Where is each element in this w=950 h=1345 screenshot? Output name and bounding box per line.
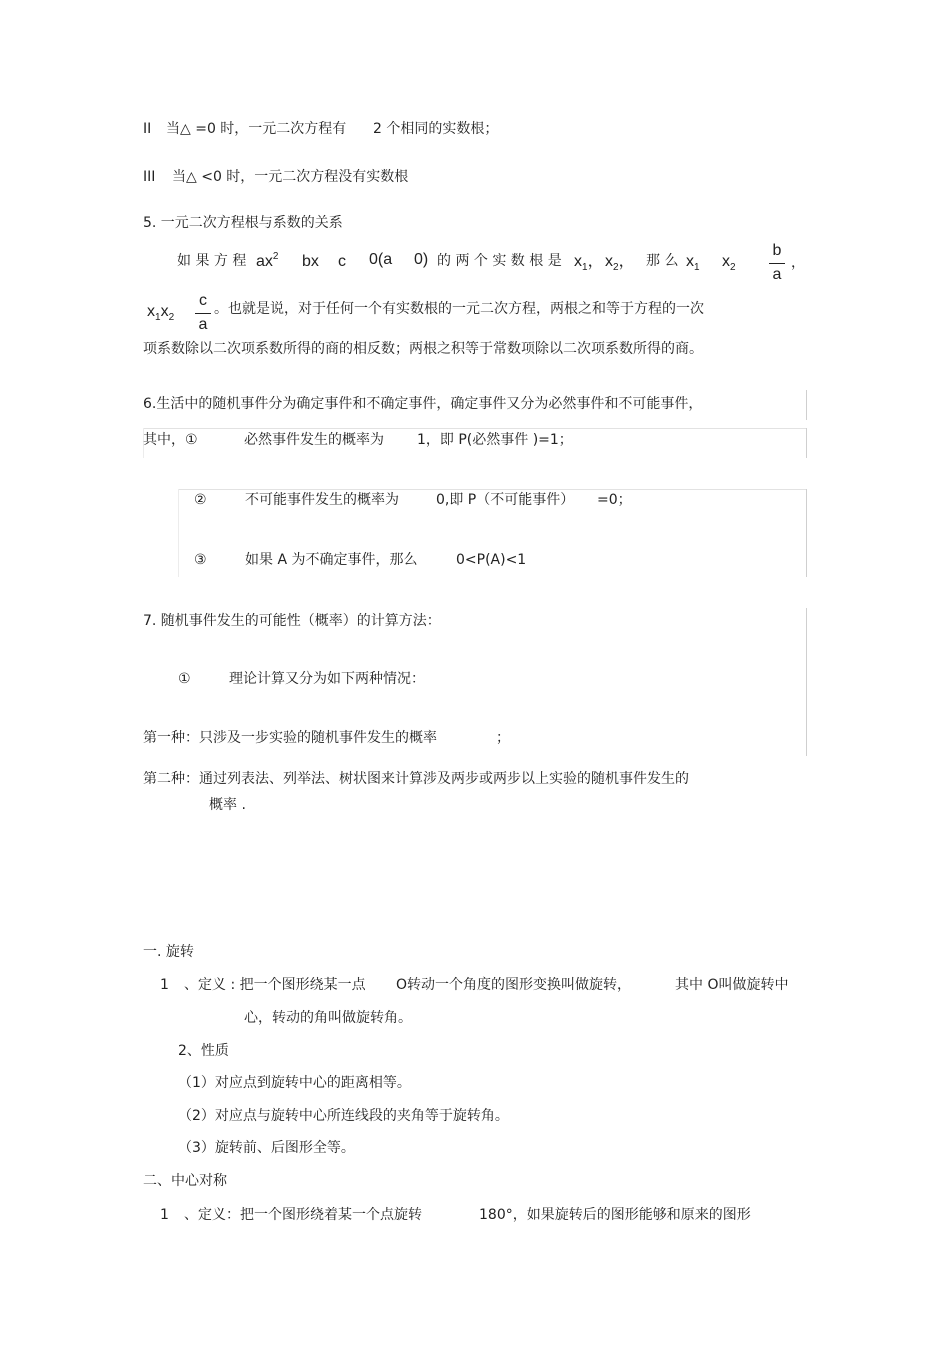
case-iii-label: III bbox=[143, 169, 156, 185]
row1-value: 1，即 P(必然事件 )=1； bbox=[417, 432, 573, 448]
row3-value: 0<P(A)<1 bbox=[456, 552, 527, 568]
rotation-def-number: 1 bbox=[160, 977, 169, 993]
row1-text: 必然事件发生的概率为 bbox=[244, 432, 384, 448]
rotation-def-tail: 其中 O叫做旋转中 bbox=[675, 977, 789, 993]
item1-marker: ① bbox=[178, 671, 191, 687]
rotation-props-heading: 2、性质 bbox=[178, 1043, 229, 1059]
row2-marker: ② bbox=[194, 492, 207, 508]
root-x2: $x_2$， bbox=[605, 253, 635, 273]
rotation-prop-2: （2）对应点与旋转中心所连线段的夹角等于旋转角。 bbox=[178, 1108, 509, 1124]
rotation-prop-1: （1）对应点到旋转中心的距离相等。 bbox=[178, 1075, 411, 1091]
fraction-numerator: c bbox=[199, 292, 207, 309]
equation-zero: 0(a bbox=[369, 251, 393, 268]
table-border bbox=[806, 390, 807, 420]
section-7-heading: 7. 随机事件发生的可能性（概率）的计算方法： bbox=[143, 613, 441, 629]
equation-c: c bbox=[338, 253, 346, 270]
case2-text: 第二种：通过列表法、列举法、树状图来计算涉及两步或两步以上实验的随机事件发生的 bbox=[143, 771, 689, 787]
case1-text: 第一种：只涉及一步实验的随机事件发生的概率 bbox=[143, 730, 437, 746]
section-5-heading: 5. 一元二次方程根与系数的关系 bbox=[143, 215, 343, 231]
row1-prefix: 其中，① bbox=[143, 432, 198, 448]
table-border bbox=[178, 489, 807, 490]
sum-x2: $x_2$ bbox=[722, 253, 736, 273]
rotation-def-text: 、定义 : 把一个图形绕某一点 bbox=[184, 977, 366, 993]
central-symmetry-def-deg: 180°，如果旋转后的图形能够和原来的图形 bbox=[479, 1207, 751, 1223]
fraction-numerator: b bbox=[772, 242, 782, 259]
fraction-bar bbox=[769, 263, 785, 264]
fraction-denominator: a bbox=[198, 316, 208, 333]
rotation-prop-3: （3）旋转前、后图形全等。 bbox=[178, 1140, 355, 1156]
case-iii-text: 当△ <0 时，一元二次方程没有实数根 bbox=[172, 169, 409, 185]
trailing-comma: ， bbox=[791, 255, 805, 271]
section-5-roots-text: 的 两 个 实 数 根 是 bbox=[437, 253, 562, 269]
central-symmetry-def-number: 1 bbox=[160, 1207, 169, 1223]
rotation-def-o: O转动一个角度的图形变换叫做旋转， bbox=[396, 977, 632, 993]
fraction-denominator: a bbox=[772, 266, 782, 283]
rotation-heading: 一. 旋转 bbox=[143, 944, 194, 960]
item1-text: 理论计算又分为如下两种情况： bbox=[229, 671, 425, 687]
product-x1x2: $x_1x_2$ bbox=[147, 303, 175, 323]
case-ii-text-tail: 2 个相同的实数根； bbox=[373, 121, 499, 137]
equation-bx: bx bbox=[302, 253, 319, 270]
section-5-explanation-cont: 项系数除以二次项系数所得的商的相反数；两根之积等于常数项除以二次项系数所得的商。 bbox=[143, 341, 703, 357]
row3-marker: ③ bbox=[194, 552, 207, 568]
then-word: 那 么 bbox=[646, 253, 679, 269]
rotation-def-cont: 心，转动的角叫做旋转角。 bbox=[244, 1010, 412, 1026]
fraction-c-over-a bbox=[195, 293, 211, 333]
section-6-heading: 6.生活中的随机事件分为确定事件和不确定事件，确定事件又分为必然事件和不可能事件， bbox=[143, 396, 703, 412]
table-border bbox=[806, 608, 807, 756]
fraction-b-over-a bbox=[769, 243, 785, 283]
equation-ax: $ax^2$ bbox=[256, 251, 279, 270]
table-border bbox=[143, 428, 807, 429]
section-5-explanation: 。也就是说，对于任何一个有实数根的一元二次方程，两根之和等于方程的一次 bbox=[214, 301, 704, 317]
table-border bbox=[178, 489, 179, 577]
sum-x1: $x_1$ bbox=[686, 253, 700, 273]
row2-tail: =0； bbox=[597, 492, 632, 508]
table-border bbox=[806, 489, 807, 577]
equation-zero-close: 0) bbox=[414, 251, 429, 268]
fraction-bar bbox=[195, 313, 211, 314]
table-border bbox=[806, 428, 807, 458]
central-symmetry-heading: 二、中心对称 bbox=[143, 1173, 227, 1189]
case-ii-text: 当△ =0 时，一元二次方程有 bbox=[166, 121, 347, 137]
row2-text: 不可能事件发生的概率为 bbox=[245, 492, 399, 508]
section-5-intro: 如 果 方 程 bbox=[177, 253, 247, 269]
case2-cont: 概率 . bbox=[209, 797, 246, 813]
case-ii-label: II bbox=[143, 121, 152, 137]
root-x1: $x_1$， bbox=[574, 253, 604, 273]
case1-tail: ； bbox=[496, 730, 510, 746]
row2-value: 0,即 P（不可能事件） bbox=[436, 492, 575, 508]
central-symmetry-def-text: 、定义：把一个图形绕着某一个点旋转 bbox=[184, 1207, 422, 1223]
row3-text: 如果 A 为不确定事件，那么 bbox=[245, 552, 418, 568]
